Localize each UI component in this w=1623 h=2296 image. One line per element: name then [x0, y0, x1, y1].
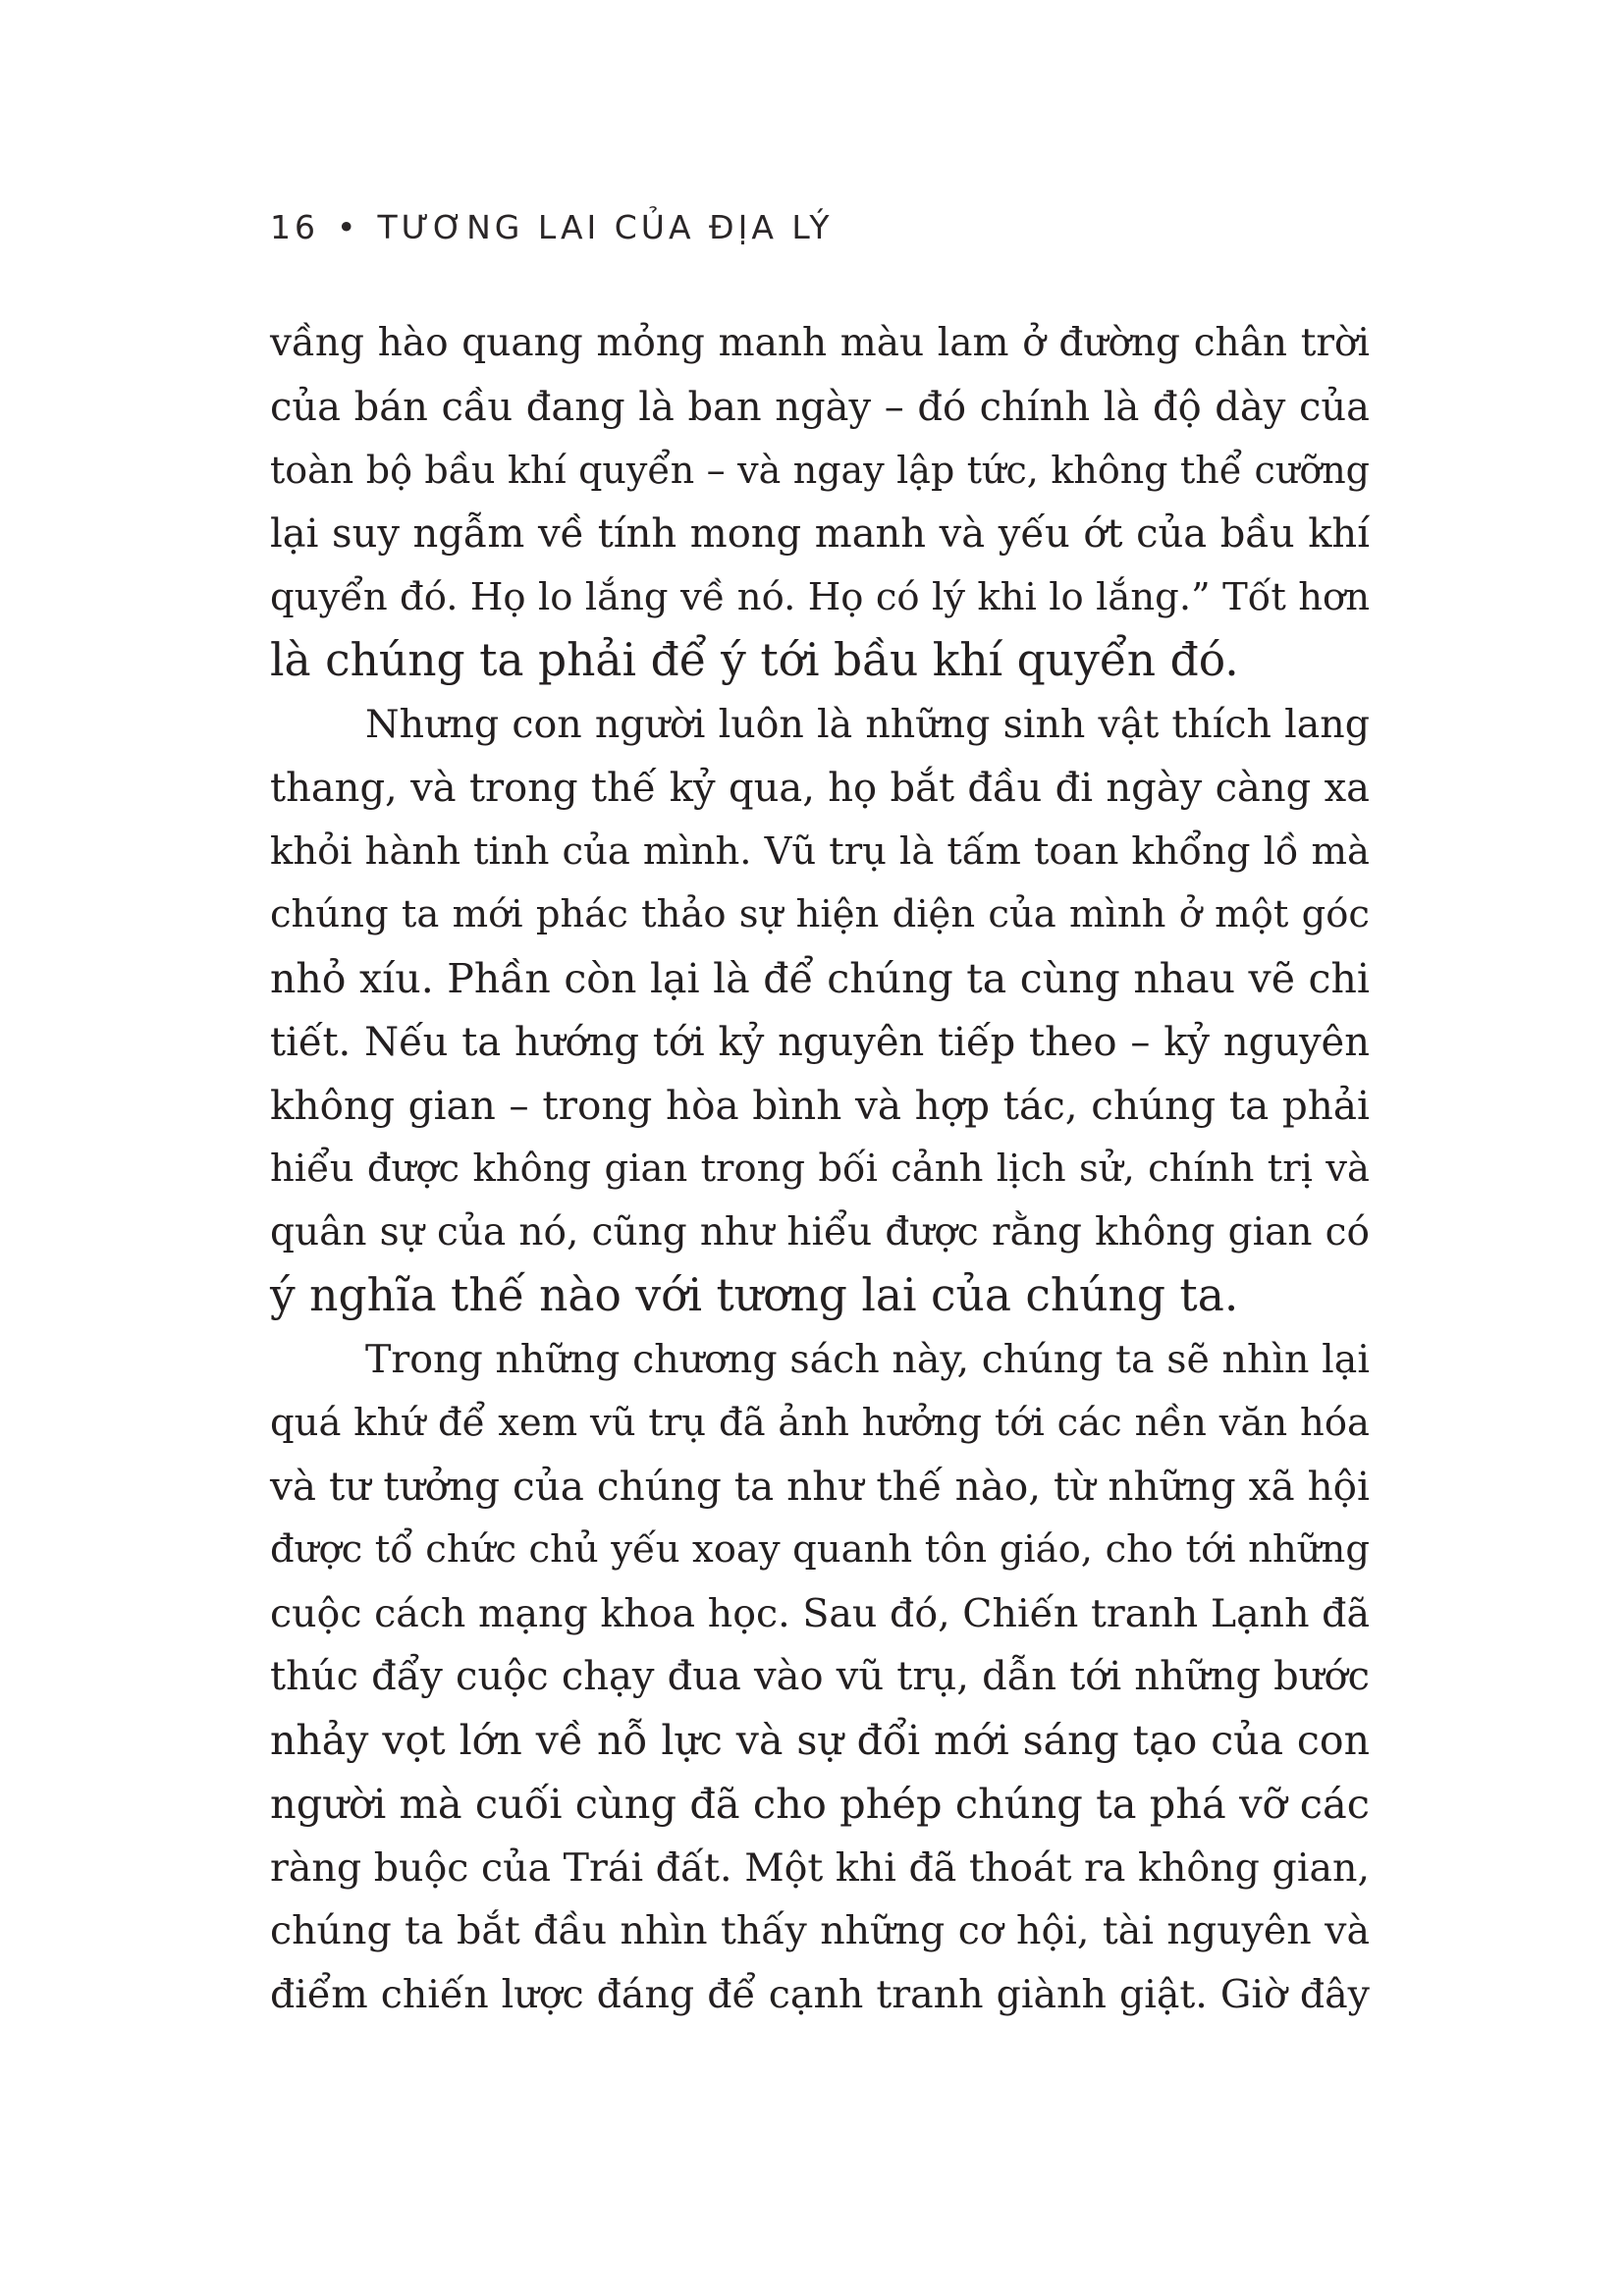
text-line: Nhưng con người luôn là những sinh vật thích lang	[365, 702, 1370, 748]
text-line: ràng buộc của Trái đất. Một khi đã thoát ra không gian,	[270, 1844, 1370, 1891]
text-line: lại suy ngẫm về tính mong manh và yếu ớt của bầu khí	[270, 511, 1370, 558]
text-line: chúng ta bắt đầu nhìn thấy những cơ hội, tài nguyên và	[270, 1908, 1370, 1954]
text-line: của bán cầu đang là ban ngày – đó chính là độ dày của	[270, 384, 1370, 430]
body-text	[270, 312, 1370, 2027]
text-line: nhỏ xíu. Phần còn lại là để chúng ta cùng nhau vẽ chi	[270, 954, 1370, 1002]
text-line: người mà cuối cùng đã cho phép chúng ta phá vỡ các	[270, 1779, 1370, 1828]
text-line: thúc đẩy cuộc chạy đua vào vũ trụ, dẫn tới những bước	[270, 1654, 1370, 1700]
running-head	[270, 208, 834, 246]
text-line: ý nghĩa thế nào với tương lai của chúng ta.	[270, 1269, 1239, 1322]
book-title: TƯƠNG LAI CỦA ĐỊA LÝ	[377, 208, 834, 246]
header-separator: •	[337, 208, 360, 246]
text-line: cuộc cách mạng khoa học. Sau đó, Chiến tranh Lạnh đã	[270, 1590, 1370, 1636]
text-line: được tổ chức chủ yếu xoay quanh tôn giáo, cho tới những	[270, 1527, 1370, 1573]
text-line: không gian – trong hòa bình và hợp tác, chúng ta phải	[270, 1082, 1370, 1130]
text-line: Trong những chương sách này, chúng ta sẽ nhìn lại	[365, 1337, 1370, 1382]
text-line: toàn bộ bầu khí quyển – và ngay lập tức, không thể cưỡng	[270, 449, 1370, 493]
text-line: và tư tưởng của chúng ta như thế nào, từ những xã hội	[270, 1463, 1370, 1511]
text-line: điểm chiến lược đáng để cạnh tranh giành giật. Giờ đây	[270, 1971, 1370, 2017]
text-line: tiết. Nếu ta hướng tới kỷ nguyên tiếp theo – kỷ nguyên	[270, 1019, 1370, 1065]
text-line: quân sự của nó, cũng như hiểu được rằng không gian có	[270, 1209, 1370, 1255]
text-line: thang, và trong thế kỷ qua, họ bắt đầu đi ngày càng xa	[270, 765, 1370, 811]
text-line: chúng ta mới phác thảo sự hiện diện của mình ở một góc	[270, 892, 1370, 937]
text-line: khỏi hành tinh của mình. Vũ trụ là tấm toan khổng lồ mà	[270, 828, 1370, 874]
text-line: quyển đó. Họ lo lắng về nó. Họ có lý khi lo lắng.” Tốt hơn	[270, 574, 1370, 619]
text-line: nhảy vọt lớn về nỗ lực và sự đổi mới sáng tạo của con	[270, 1717, 1370, 1765]
text-line: hiểu được không gian trong bối cảnh lịch sử, chính trị và	[270, 1146, 1370, 1191]
text-line: vầng hào quang mỏng manh màu lam ở đường chân trời	[270, 321, 1370, 365]
text-line: quá khứ để xem vũ trụ đã ảnh hưởng tới các nền văn hóa	[270, 1400, 1370, 1445]
page-number: 16	[270, 208, 319, 246]
text-line: là chúng ta phải để ý tới bầu khí quyển đó.	[270, 634, 1239, 687]
